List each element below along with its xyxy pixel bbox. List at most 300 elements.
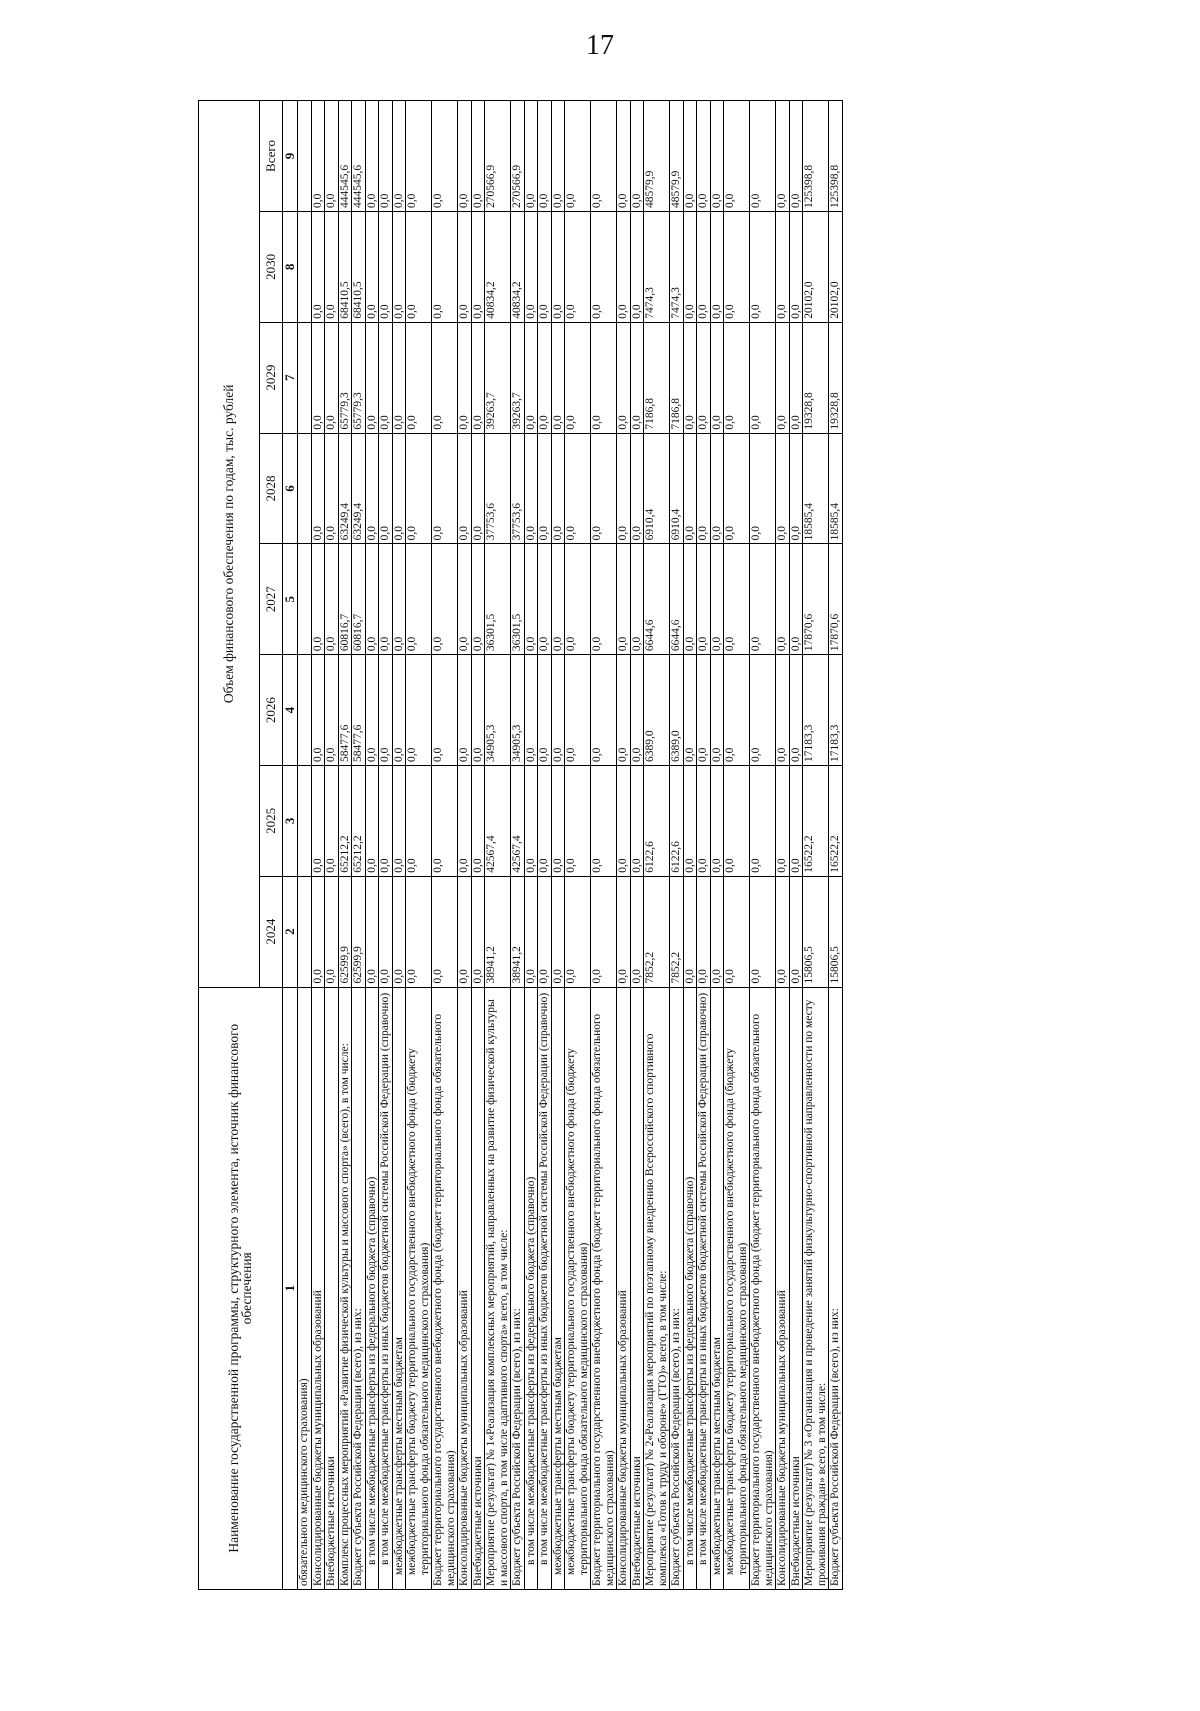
value-cell: 0,0 xyxy=(750,322,776,433)
value-cell: 0,0 xyxy=(750,655,776,766)
row-label: Консолидированные бюджеты муниципальных образований xyxy=(617,987,631,1589)
value-cell: 0,0 xyxy=(617,544,631,655)
table-row xyxy=(644,101,670,1590)
row-label: Мероприятие (результат) № 2«Реализация мероприятий по поэтапному внедрению Всероссийского спортивного комплекса «Готов к труду и обороне» (ГТО)» всего, в том числе: xyxy=(644,987,670,1589)
table-row xyxy=(724,101,750,1590)
value-cell xyxy=(298,433,312,544)
value-cell: 0,0 xyxy=(365,211,379,322)
value-cell: 68410,5 xyxy=(352,211,366,322)
value-cell: 270566,9 xyxy=(511,101,525,212)
row-label: Мероприятие (результат) № 1«Реализация комплексных мероприятий, направленных на развитие физической культуры и массового спорта, в том числе адаптивного спорта» всего, в том числе: xyxy=(485,987,511,1589)
value-cell: 0,0 xyxy=(617,211,631,322)
value-cell xyxy=(298,322,312,433)
value-cell: 15806,5 xyxy=(829,876,843,987)
column-number: 3 xyxy=(283,765,298,876)
value-cell: 17183,3 xyxy=(829,655,843,766)
column-number: 2 xyxy=(283,876,298,987)
value-cell: 0,0 xyxy=(365,101,379,212)
value-cell: 16522,2 xyxy=(829,765,843,876)
value-cell: 0,0 xyxy=(630,101,644,212)
value-cell: 20102,0 xyxy=(803,211,829,322)
row-label: Бюджет территориального государственного внебюджетного фонда (бюджет территориального фонда обязательного медицинского страхования) xyxy=(750,987,776,1589)
year-header: 2024 xyxy=(260,876,283,987)
value-cell: 6644,6 xyxy=(644,544,670,655)
table-row xyxy=(789,101,803,1590)
value-cell: 0,0 xyxy=(565,876,591,987)
value-cell: 0,0 xyxy=(789,655,803,766)
value-cell: 0,0 xyxy=(710,101,724,212)
value-cell: 65212,2 xyxy=(338,765,352,876)
table-row xyxy=(352,101,366,1590)
table-row xyxy=(750,101,776,1590)
value-cell: 0,0 xyxy=(458,211,472,322)
value-cell: 0,0 xyxy=(683,101,697,212)
column-number: 7 xyxy=(283,322,298,433)
row-label: Бюджет субъекта Российской Федерации (всего), из них: xyxy=(511,987,525,1589)
value-cell: 0,0 xyxy=(776,101,790,212)
value-cell: 0,0 xyxy=(710,544,724,655)
value-cell: 7852,2 xyxy=(670,876,684,987)
row-label: в том числе межбюджетные трансферты из иных бюджетов бюджетной системы Российской Федерации (справочно) xyxy=(697,987,711,1589)
value-cell: 0,0 xyxy=(406,433,432,544)
value-cell: 0,0 xyxy=(750,544,776,655)
value-cell: 7474,3 xyxy=(644,211,670,322)
table-row xyxy=(406,101,432,1590)
value-cell: 0,0 xyxy=(617,876,631,987)
year-header: 2030 xyxy=(260,211,283,322)
value-cell: 58477,6 xyxy=(352,655,366,766)
value-cell: 0,0 xyxy=(697,433,711,544)
value-cell: 7186,8 xyxy=(644,322,670,433)
value-cell: 0,0 xyxy=(379,876,393,987)
value-cell: 0,0 xyxy=(432,765,458,876)
value-cell: 65212,2 xyxy=(352,765,366,876)
value-cell: 0,0 xyxy=(630,765,644,876)
row-label: обязательного медицинского страхования) xyxy=(298,987,312,1589)
value-cell: 0,0 xyxy=(432,211,458,322)
value-cell: 68410,5 xyxy=(338,211,352,322)
value-cell: 0,0 xyxy=(724,322,750,433)
column-number: 6 xyxy=(283,433,298,544)
value-cell: 0,0 xyxy=(630,322,644,433)
year-header: Всего xyxy=(260,101,283,212)
column-number: 4 xyxy=(283,655,298,766)
value-cell: 0,0 xyxy=(392,544,406,655)
row-label: Бюджет субъекта Российской Федерации (всего), из них: xyxy=(670,987,684,1589)
value-cell: 0,0 xyxy=(406,765,432,876)
value-cell: 0,0 xyxy=(524,544,538,655)
value-cell: 60816,7 xyxy=(338,544,352,655)
row-label: в том числе межбюджетные трансферты из иных бюджетов бюджетной системы Российской Федерации (справочно) xyxy=(379,987,393,1589)
value-cell: 16522,2 xyxy=(803,765,829,876)
value-cell: 6122,6 xyxy=(670,765,684,876)
value-cell: 0,0 xyxy=(325,322,339,433)
table-row xyxy=(630,101,644,1590)
value-cell: 0,0 xyxy=(551,876,565,987)
value-cell: 38941,2 xyxy=(511,876,525,987)
value-cell: 0,0 xyxy=(551,655,565,766)
page-number: 17 xyxy=(586,30,614,61)
value-cell: 0,0 xyxy=(630,211,644,322)
value-cell xyxy=(298,211,312,322)
value-cell: 0,0 xyxy=(406,876,432,987)
table-row xyxy=(551,101,565,1590)
row-label: в том числе межбюджетные трансферты из федерального бюджета (справочно) xyxy=(365,987,379,1589)
value-cell: 0,0 xyxy=(325,211,339,322)
value-cell: 0,0 xyxy=(311,211,325,322)
value-cell: 0,0 xyxy=(789,101,803,212)
year-header: 2026 xyxy=(260,655,283,766)
value-cell: 0,0 xyxy=(471,101,485,212)
value-cell: 0,0 xyxy=(591,876,617,987)
value-cell: 0,0 xyxy=(724,544,750,655)
value-cell: 0,0 xyxy=(365,433,379,544)
value-cell: 0,0 xyxy=(392,876,406,987)
value-cell: 0,0 xyxy=(697,211,711,322)
value-cell: 0,0 xyxy=(697,322,711,433)
value-cell: 48579,9 xyxy=(644,101,670,212)
table-row xyxy=(485,101,511,1590)
value-cell: 6389,0 xyxy=(670,655,684,766)
year-header: 2027 xyxy=(260,544,283,655)
value-cell: 7474,3 xyxy=(670,211,684,322)
value-cell: 48579,9 xyxy=(670,101,684,212)
table-row xyxy=(591,101,617,1590)
value-cell: 0,0 xyxy=(565,322,591,433)
value-cell: 0,0 xyxy=(538,544,552,655)
value-cell: 0,0 xyxy=(683,433,697,544)
table-row xyxy=(311,101,325,1590)
value-cell: 0,0 xyxy=(697,876,711,987)
financing-table xyxy=(198,100,843,1590)
year-header: 2028 xyxy=(260,433,283,544)
value-cell: 0,0 xyxy=(379,544,393,655)
row-label: межбюджетные трансферты бюджету территориального государственного внебюджетного фонда (бюджету территориального фонда обязательного медицинского страхования) xyxy=(724,987,750,1589)
value-cell: 0,0 xyxy=(776,876,790,987)
value-cell: 0,0 xyxy=(565,655,591,766)
value-cell: 0,0 xyxy=(392,211,406,322)
value-cell: 0,0 xyxy=(565,101,591,212)
value-cell: 0,0 xyxy=(683,765,697,876)
value-cell: 0,0 xyxy=(379,101,393,212)
value-cell: 0,0 xyxy=(538,765,552,876)
row-label: межбюджетные трансферты местным бюджетам xyxy=(551,987,565,1589)
value-cell: 0,0 xyxy=(565,765,591,876)
value-cell: 0,0 xyxy=(365,655,379,766)
value-cell: 0,0 xyxy=(365,544,379,655)
value-cell: 0,0 xyxy=(697,655,711,766)
value-cell: 0,0 xyxy=(710,765,724,876)
value-cell: 125398,8 xyxy=(829,101,843,212)
value-cell: 0,0 xyxy=(630,876,644,987)
table-row xyxy=(565,101,591,1590)
value-cell: 6122,6 xyxy=(644,765,670,876)
value-cell: 63249,4 xyxy=(352,433,366,544)
value-cell: 36301,5 xyxy=(511,544,525,655)
value-cell: 0,0 xyxy=(683,544,697,655)
value-cell: 19328,8 xyxy=(803,322,829,433)
row-label: Внебюджетные источники xyxy=(789,987,803,1589)
value-cell: 39263,7 xyxy=(485,322,511,433)
row-label: Внебюджетные источники xyxy=(471,987,485,1589)
value-cell: 0,0 xyxy=(538,211,552,322)
table-row xyxy=(471,101,485,1590)
column-number: 8 xyxy=(283,211,298,322)
table-row xyxy=(458,101,472,1590)
value-cell: 444545,6 xyxy=(338,101,352,212)
value-cell: 0,0 xyxy=(379,433,393,544)
value-cell xyxy=(298,765,312,876)
value-cell: 0,0 xyxy=(432,655,458,766)
value-cell: 38941,2 xyxy=(485,876,511,987)
value-cell: 0,0 xyxy=(551,322,565,433)
value-cell: 0,0 xyxy=(710,433,724,544)
value-cell: 0,0 xyxy=(724,765,750,876)
value-cell: 0,0 xyxy=(789,544,803,655)
value-cell: 0,0 xyxy=(617,101,631,212)
value-cell: 0,0 xyxy=(458,765,472,876)
value-cell: 0,0 xyxy=(683,876,697,987)
value-cell: 0,0 xyxy=(471,211,485,322)
value-cell: 37753,6 xyxy=(511,433,525,544)
table-row xyxy=(379,101,393,1590)
table-row xyxy=(325,101,339,1590)
column-number: 5 xyxy=(283,544,298,655)
value-cell: 0,0 xyxy=(538,876,552,987)
value-cell: 0,0 xyxy=(551,101,565,212)
value-cell: 0,0 xyxy=(379,655,393,766)
value-cell: 0,0 xyxy=(750,765,776,876)
value-cell xyxy=(298,101,312,212)
value-cell xyxy=(298,544,312,655)
value-cell: 0,0 xyxy=(591,655,617,766)
value-cell: 0,0 xyxy=(325,765,339,876)
value-cell: 0,0 xyxy=(630,433,644,544)
column-number: 1 xyxy=(283,987,298,1589)
value-cell: 0,0 xyxy=(776,211,790,322)
value-cell: 40834,2 xyxy=(485,211,511,322)
value-cell: 0,0 xyxy=(750,433,776,544)
value-cell: 0,0 xyxy=(406,544,432,655)
value-cell: 0,0 xyxy=(776,322,790,433)
value-cell: 0,0 xyxy=(565,544,591,655)
row-label: Бюджет субъекта Российской Федерации (всего), из них: xyxy=(352,987,366,1589)
rotated-table-wrapper xyxy=(198,100,1168,1590)
table-row xyxy=(298,101,312,1590)
value-cell: 0,0 xyxy=(683,655,697,766)
volume-column-header: Объем финансового обеспечения по годам, тыс. рублей xyxy=(199,101,260,988)
value-cell: 0,0 xyxy=(524,101,538,212)
value-cell: 18585,4 xyxy=(803,433,829,544)
value-cell: 20102,0 xyxy=(829,211,843,322)
value-cell: 0,0 xyxy=(311,765,325,876)
value-cell: 0,0 xyxy=(406,655,432,766)
value-cell: 0,0 xyxy=(311,433,325,544)
value-cell: 0,0 xyxy=(379,765,393,876)
value-cell: 0,0 xyxy=(630,544,644,655)
value-cell: 0,0 xyxy=(392,765,406,876)
value-cell: 0,0 xyxy=(524,322,538,433)
value-cell: 0,0 xyxy=(524,433,538,544)
value-cell: 0,0 xyxy=(471,655,485,766)
table-row xyxy=(338,101,352,1590)
value-cell: 0,0 xyxy=(591,211,617,322)
column-number: 9 xyxy=(283,101,298,212)
value-cell: 0,0 xyxy=(406,101,432,212)
row-label: Бюджет субъекта Российской Федерации (всего), из них: xyxy=(829,987,843,1589)
row-label: межбюджетные трансферты бюджету территориального государственного внебюджетного фонда (бюджету территориального фонда обязательного медицинского страхования) xyxy=(406,987,432,1589)
value-cell: 65779,3 xyxy=(352,322,366,433)
value-cell: 0,0 xyxy=(432,876,458,987)
value-cell: 0,0 xyxy=(617,433,631,544)
value-cell: 0,0 xyxy=(311,876,325,987)
value-cell: 0,0 xyxy=(724,876,750,987)
value-cell: 0,0 xyxy=(789,322,803,433)
value-cell: 444545,6 xyxy=(352,101,366,212)
value-cell: 0,0 xyxy=(617,655,631,766)
value-cell: 0,0 xyxy=(538,101,552,212)
row-label: Бюджет территориального государственного внебюджетного фонда (бюджет территориального фонда обязательного медицинского страхования) xyxy=(591,987,617,1589)
value-cell: 0,0 xyxy=(724,101,750,212)
value-cell: 34905,3 xyxy=(485,655,511,766)
value-cell: 0,0 xyxy=(325,655,339,766)
row-label: межбюджетные трансферты бюджету территориального государственного внебюджетного фонда (бюджету территориального фонда обязательного медицинского страхования) xyxy=(565,987,591,1589)
value-cell: 17870,6 xyxy=(829,544,843,655)
value-cell: 0,0 xyxy=(750,876,776,987)
value-cell xyxy=(298,655,312,766)
value-cell: 40834,2 xyxy=(511,211,525,322)
value-cell: 0,0 xyxy=(432,101,458,212)
value-cell: 0,0 xyxy=(325,101,339,212)
value-cell: 0,0 xyxy=(392,322,406,433)
value-cell: 17870,6 xyxy=(803,544,829,655)
value-cell: 0,0 xyxy=(591,765,617,876)
value-cell: 0,0 xyxy=(724,655,750,766)
value-cell: 0,0 xyxy=(311,544,325,655)
value-cell: 0,0 xyxy=(458,322,472,433)
value-cell: 0,0 xyxy=(591,544,617,655)
value-cell: 6910,4 xyxy=(670,433,684,544)
row-label: межбюджетные трансферты местным бюджетам xyxy=(392,987,406,1589)
value-cell: 0,0 xyxy=(311,655,325,766)
value-cell: 0,0 xyxy=(776,655,790,766)
value-cell: 7852,2 xyxy=(644,876,670,987)
value-cell: 0,0 xyxy=(710,322,724,433)
table-row xyxy=(803,101,829,1590)
value-cell: 0,0 xyxy=(538,433,552,544)
value-cell: 0,0 xyxy=(776,765,790,876)
value-cell: 0,0 xyxy=(379,322,393,433)
row-label: Консолидированные бюджеты муниципальных образований xyxy=(458,987,472,1589)
row-label: Бюджет территориального государственного внебюджетного фонда (бюджет территориального фонда обязательного медицинского страхования) xyxy=(432,987,458,1589)
value-cell: 34905,3 xyxy=(511,655,525,766)
value-cell: 0,0 xyxy=(551,544,565,655)
value-cell: 0,0 xyxy=(325,433,339,544)
value-cell: 0,0 xyxy=(683,211,697,322)
value-cell: 0,0 xyxy=(551,211,565,322)
value-cell: 19328,8 xyxy=(829,322,843,433)
table-row xyxy=(432,101,458,1590)
row-label: Мероприятие (результат) № 3 «Организация и проведение занятий физкультурно-спортивной направленности по месту проживания граждан» всего, в том числе: xyxy=(803,987,829,1589)
value-cell: 0,0 xyxy=(750,101,776,212)
value-cell: 39263,7 xyxy=(511,322,525,433)
value-cell: 37753,6 xyxy=(485,433,511,544)
value-cell: 0,0 xyxy=(617,765,631,876)
value-cell xyxy=(298,876,312,987)
value-cell: 0,0 xyxy=(392,655,406,766)
value-cell: 0,0 xyxy=(724,211,750,322)
table-row xyxy=(697,101,711,1590)
value-cell: 0,0 xyxy=(365,765,379,876)
value-cell: 0,0 xyxy=(710,655,724,766)
value-cell: 0,0 xyxy=(697,101,711,212)
value-cell: 15806,5 xyxy=(803,876,829,987)
value-cell: 0,0 xyxy=(311,101,325,212)
value-cell: 270566,9 xyxy=(485,101,511,212)
table-row xyxy=(538,101,552,1590)
value-cell: 0,0 xyxy=(311,322,325,433)
value-cell: 0,0 xyxy=(630,655,644,766)
value-cell: 0,0 xyxy=(432,322,458,433)
value-cell: 0,0 xyxy=(565,433,591,544)
table-row xyxy=(670,101,684,1590)
table-row xyxy=(392,101,406,1590)
value-cell: 0,0 xyxy=(710,211,724,322)
name-column-header: Наименование государственной программы, структурного элемента, источник финансового обеспечения xyxy=(199,987,283,1589)
value-cell: 0,0 xyxy=(538,322,552,433)
value-cell: 0,0 xyxy=(789,876,803,987)
value-cell: 0,0 xyxy=(471,876,485,987)
value-cell: 0,0 xyxy=(551,433,565,544)
value-cell: 17183,3 xyxy=(803,655,829,766)
table-row xyxy=(524,101,538,1590)
value-cell: 0,0 xyxy=(697,765,711,876)
value-cell: 0,0 xyxy=(591,101,617,212)
value-cell: 0,0 xyxy=(325,876,339,987)
table-row xyxy=(617,101,631,1590)
value-cell: 0,0 xyxy=(471,322,485,433)
value-cell: 0,0 xyxy=(458,876,472,987)
value-cell: 0,0 xyxy=(776,433,790,544)
table-row xyxy=(829,101,843,1590)
value-cell: 0,0 xyxy=(406,211,432,322)
value-cell: 0,0 xyxy=(524,211,538,322)
value-cell: 0,0 xyxy=(617,322,631,433)
value-cell: 0,0 xyxy=(432,544,458,655)
value-cell: 0,0 xyxy=(365,876,379,987)
value-cell: 0,0 xyxy=(365,322,379,433)
table-row xyxy=(365,101,379,1590)
row-label: в том числе межбюджетные трансферты из федерального бюджета (справочно) xyxy=(524,987,538,1589)
value-cell: 0,0 xyxy=(392,101,406,212)
value-cell: 0,0 xyxy=(524,765,538,876)
value-cell: 0,0 xyxy=(458,101,472,212)
value-cell: 42567,4 xyxy=(485,765,511,876)
row-label: Внебюджетные источники xyxy=(325,987,339,1589)
year-header: 2029 xyxy=(260,322,283,433)
value-cell: 0,0 xyxy=(471,544,485,655)
value-cell: 65779,3 xyxy=(338,322,352,433)
value-cell: 0,0 xyxy=(789,211,803,322)
row-label: межбюджетные трансферты местным бюджетам xyxy=(710,987,724,1589)
value-cell: 0,0 xyxy=(776,544,790,655)
value-cell: 62599,9 xyxy=(352,876,366,987)
value-cell: 0,0 xyxy=(432,433,458,544)
value-cell: 42567,4 xyxy=(511,765,525,876)
value-cell: 6389,0 xyxy=(644,655,670,766)
row-label: Внебюджетные источники xyxy=(630,987,644,1589)
value-cell: 6910,4 xyxy=(644,433,670,544)
